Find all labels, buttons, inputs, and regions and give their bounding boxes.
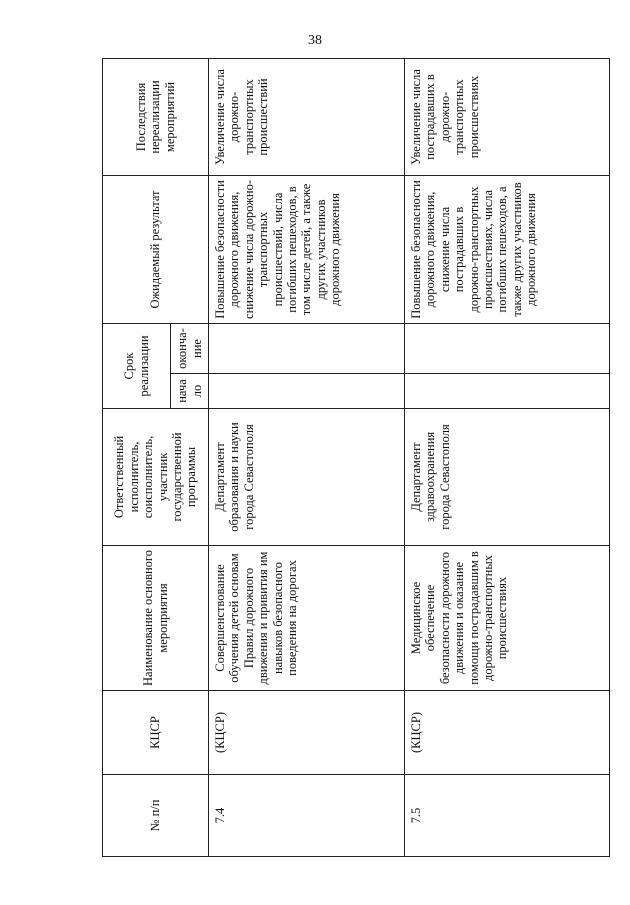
row-result: Повышение безопасности дорожного движения, снижение числа пострадавших в дорожно-транспортных происшествиях, числа погибших пешеходов, а также других участников дорожного движения: [405, 175, 610, 323]
row-name: Совершенствование обучения детей основам Правил дорожного движения и привития им навыков безопасного поведения на дорогах: [209, 546, 405, 691]
row-result: Повышение безопасности дорожного движения, снижение числа дорожно-транспортных происшествий, числа погибших пешеходов, в том числе детей, а также других участников дорожного движения: [209, 175, 405, 323]
program-measures-table-container: [102, 59, 609, 857]
row-end: [405, 323, 610, 373]
row-executor: Департамент здравоохранения города Севастополя: [405, 409, 610, 546]
row-executor: Департамент образования и науки города Севастополя: [209, 409, 405, 546]
header-executor: Ответственный исполнитель, соисполнитель, участник государственной программы: [103, 409, 209, 546]
header-result: Ожидаемый результат: [103, 175, 209, 323]
header-consequences: Последствия нереализации мероприятий: [103, 58, 209, 175]
table-row: [209, 58, 405, 856]
header-end: оконча-ние: [171, 323, 209, 373]
row-name: Медицинское обеспечение безопасности дорожного движения и оказание помощи пострадавшим в дорожно-транспортных происшествиях: [405, 546, 610, 691]
row-consequences: Увеличение числа дорожно-транспортных происшествий: [209, 58, 405, 175]
page-number: 38: [308, 33, 322, 48]
header-start: начало: [171, 374, 209, 409]
header-kcsr: КЦСР: [103, 691, 209, 775]
row-num: 7.4: [209, 775, 405, 857]
row-kcsr: (КЦСР): [405, 691, 610, 775]
row-consequences: Увеличение числа пострадавших в дорожно-транспортных происшествиях: [405, 58, 610, 175]
header-term: Срок реализации: [103, 323, 171, 408]
row-start: [209, 374, 405, 409]
row-num: 7.5: [405, 775, 610, 857]
row-start: [405, 374, 610, 409]
table-row: [405, 58, 610, 856]
header-num: № п/п: [103, 775, 209, 857]
row-end: [209, 323, 405, 373]
row-kcsr: (КЦСР): [209, 691, 405, 775]
header-name: Наименование основного мероприятия: [103, 546, 209, 691]
program-measures-table: [102, 58, 610, 857]
header-row: [103, 58, 171, 856]
